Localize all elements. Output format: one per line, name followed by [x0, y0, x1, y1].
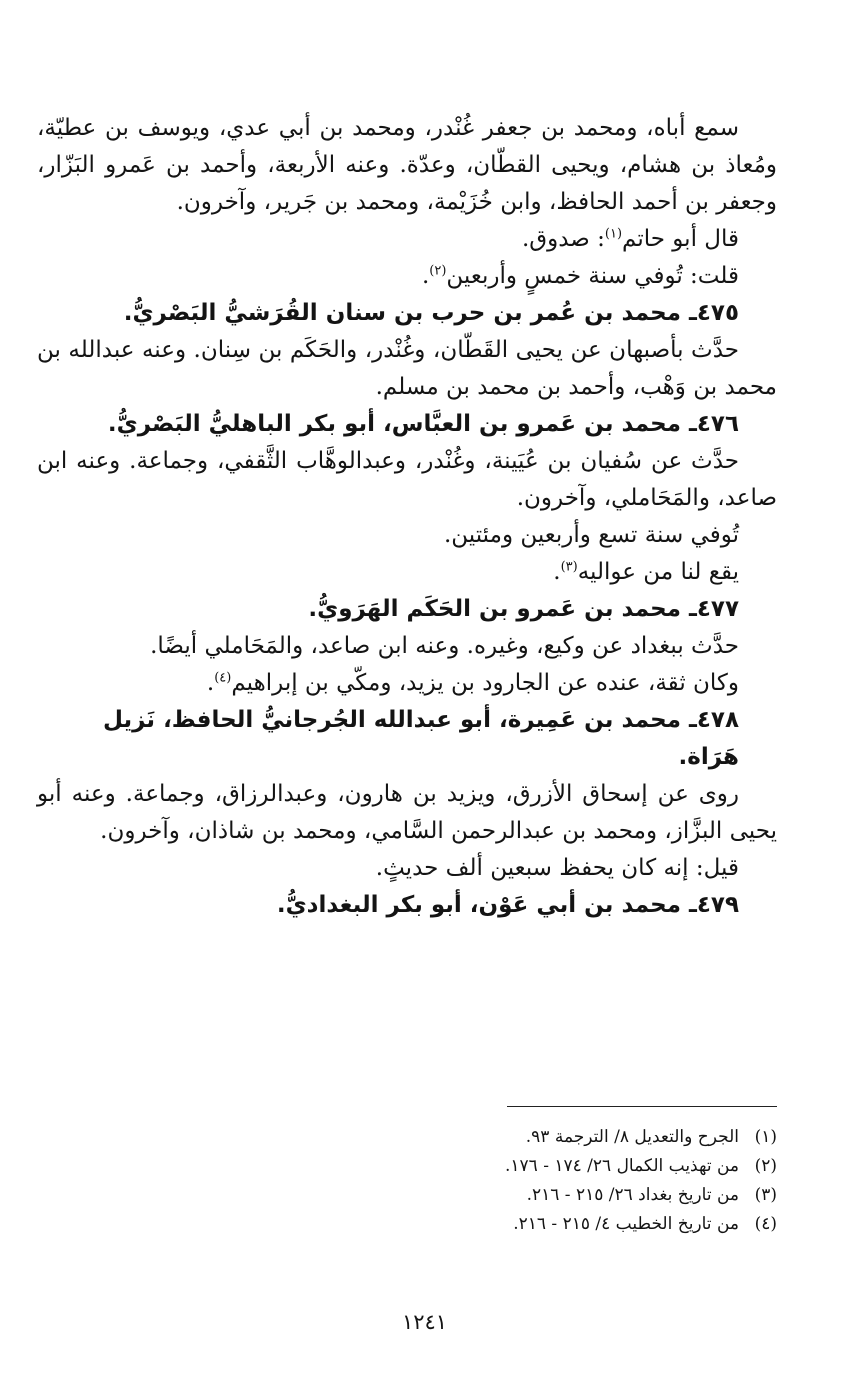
footnote: (٢)من تهذيب الكمال ٢٦/ ١٧٤ - ١٧٦. — [504, 1156, 777, 1176]
main-text — [37, 110, 777, 924]
paragraph: قال أبو حاتم$^{(١)}$: صدوق. — [521, 226, 739, 252]
paragraph: حدَّث ببغداد عن وكيع، وغيره. وعنه ابن صاعد، والمَحَاملي أيضًا. — [150, 633, 739, 659]
footnote-ref: (٣) — [560, 559, 578, 575]
paragraph: قيل: إنه كان يحفظ سبعين ألف حديثٍ. — [375, 855, 739, 881]
entry-heading-478: ٤٧٨ـ محمد بن عَمِيرة، أبو عبدالله الجُرجانيُّ الحافظ، نَزيل هَرَاة. — [102, 707, 739, 770]
footnote-ref: (١) — [604, 226, 623, 242]
footnote-ref: (٢) — [429, 263, 447, 279]
entry-heading-475: ٤٧٥ـ محمد بن عُمر بن حرب بن سنان القُرَشيُّ البَصْريُّ. — [123, 300, 739, 326]
paragraph: روى عن إسحاق الأزرق، ويزيد بن هارون، وعبدالرزاق، وجماعة. وعنه أبو يحيى البزَّاز، ومحمد بن عبدالرحمن السَّامي، ومحمد بن شاذان، وآخرون. — [37, 781, 777, 844]
entry-heading-477: ٤٧٧ـ محمد بن عَمرو بن الحَكَم الهَرَويُّ. — [308, 596, 739, 622]
footnote: (٣)من تاريخ بغداد ٢٦/ ٢١٥ - ٢١٦. — [526, 1185, 777, 1205]
footnotes — [37, 1123, 777, 1239]
paragraph: وكان ثقة، عنده عن الجارود بن يزيد، ومكّي بن إبراهيم$^{(٤)}$. — [206, 670, 739, 696]
paragraph: يقع لنا من عواليه$^{(٣)}$. — [553, 559, 739, 585]
footnote-ref: (٤) — [214, 670, 232, 686]
paragraph: سمع أباه، ومحمد بن جعفر غُنْدر، ومحمد بن أبي عدي، ويوسف بن عطيّة، ومُعاذ بن هشام، ويحيى القطّان، وعدّة. وعنه الأربعة، وأحمد بن عَمرو البَزّار، وجعفر بن أحمد الحافظ، وابن خُزَيْمة، ومحمد بن جَرير، وآخرون. — [37, 115, 777, 215]
footnote-divider — [507, 1106, 777, 1107]
paragraph: حدَّث عن سُفيان بن عُيَينة، وغُنْدر، وعبدالوهَّاب الثَّقفي، وجماعة. وعنه ابن صاعد، والمَحَاملي، وآخرون. — [37, 448, 777, 511]
entry-heading-476: ٤٧٦ـ محمد بن عَمرو بن العبَّاس، أبو بكر الباهليُّ البَصْريُّ. — [107, 411, 739, 437]
paragraph: حدَّث بأصبهان عن يحيى القَطّان، وغُنْدر، والحَكَم بن سِنان. وعنه عبدالله بن محمد بن وَهْب، وأحمد بن محمد بن مسلم. — [37, 337, 777, 400]
entry-heading-479: ٤٧٩ـ محمد بن أبي عَوْن، أبو بكر البغداديُّ. — [276, 892, 739, 918]
footnote: (٤)من تاريخ الخطيب ٤/ ٢١٥ - ٢١٦. — [513, 1214, 777, 1234]
paragraph: قلت: تُوفي سنة خمسٍ وأربعين$^{(٢)}$. — [421, 263, 739, 289]
paragraph: تُوفي سنة تسع وأربعين ومئتين. — [443, 522, 739, 548]
footnote: (١)الجرح والتعديل ٨/ الترجمة ٩٣. — [525, 1127, 777, 1147]
page-number: ١٢٤١ — [401, 1310, 448, 1334]
